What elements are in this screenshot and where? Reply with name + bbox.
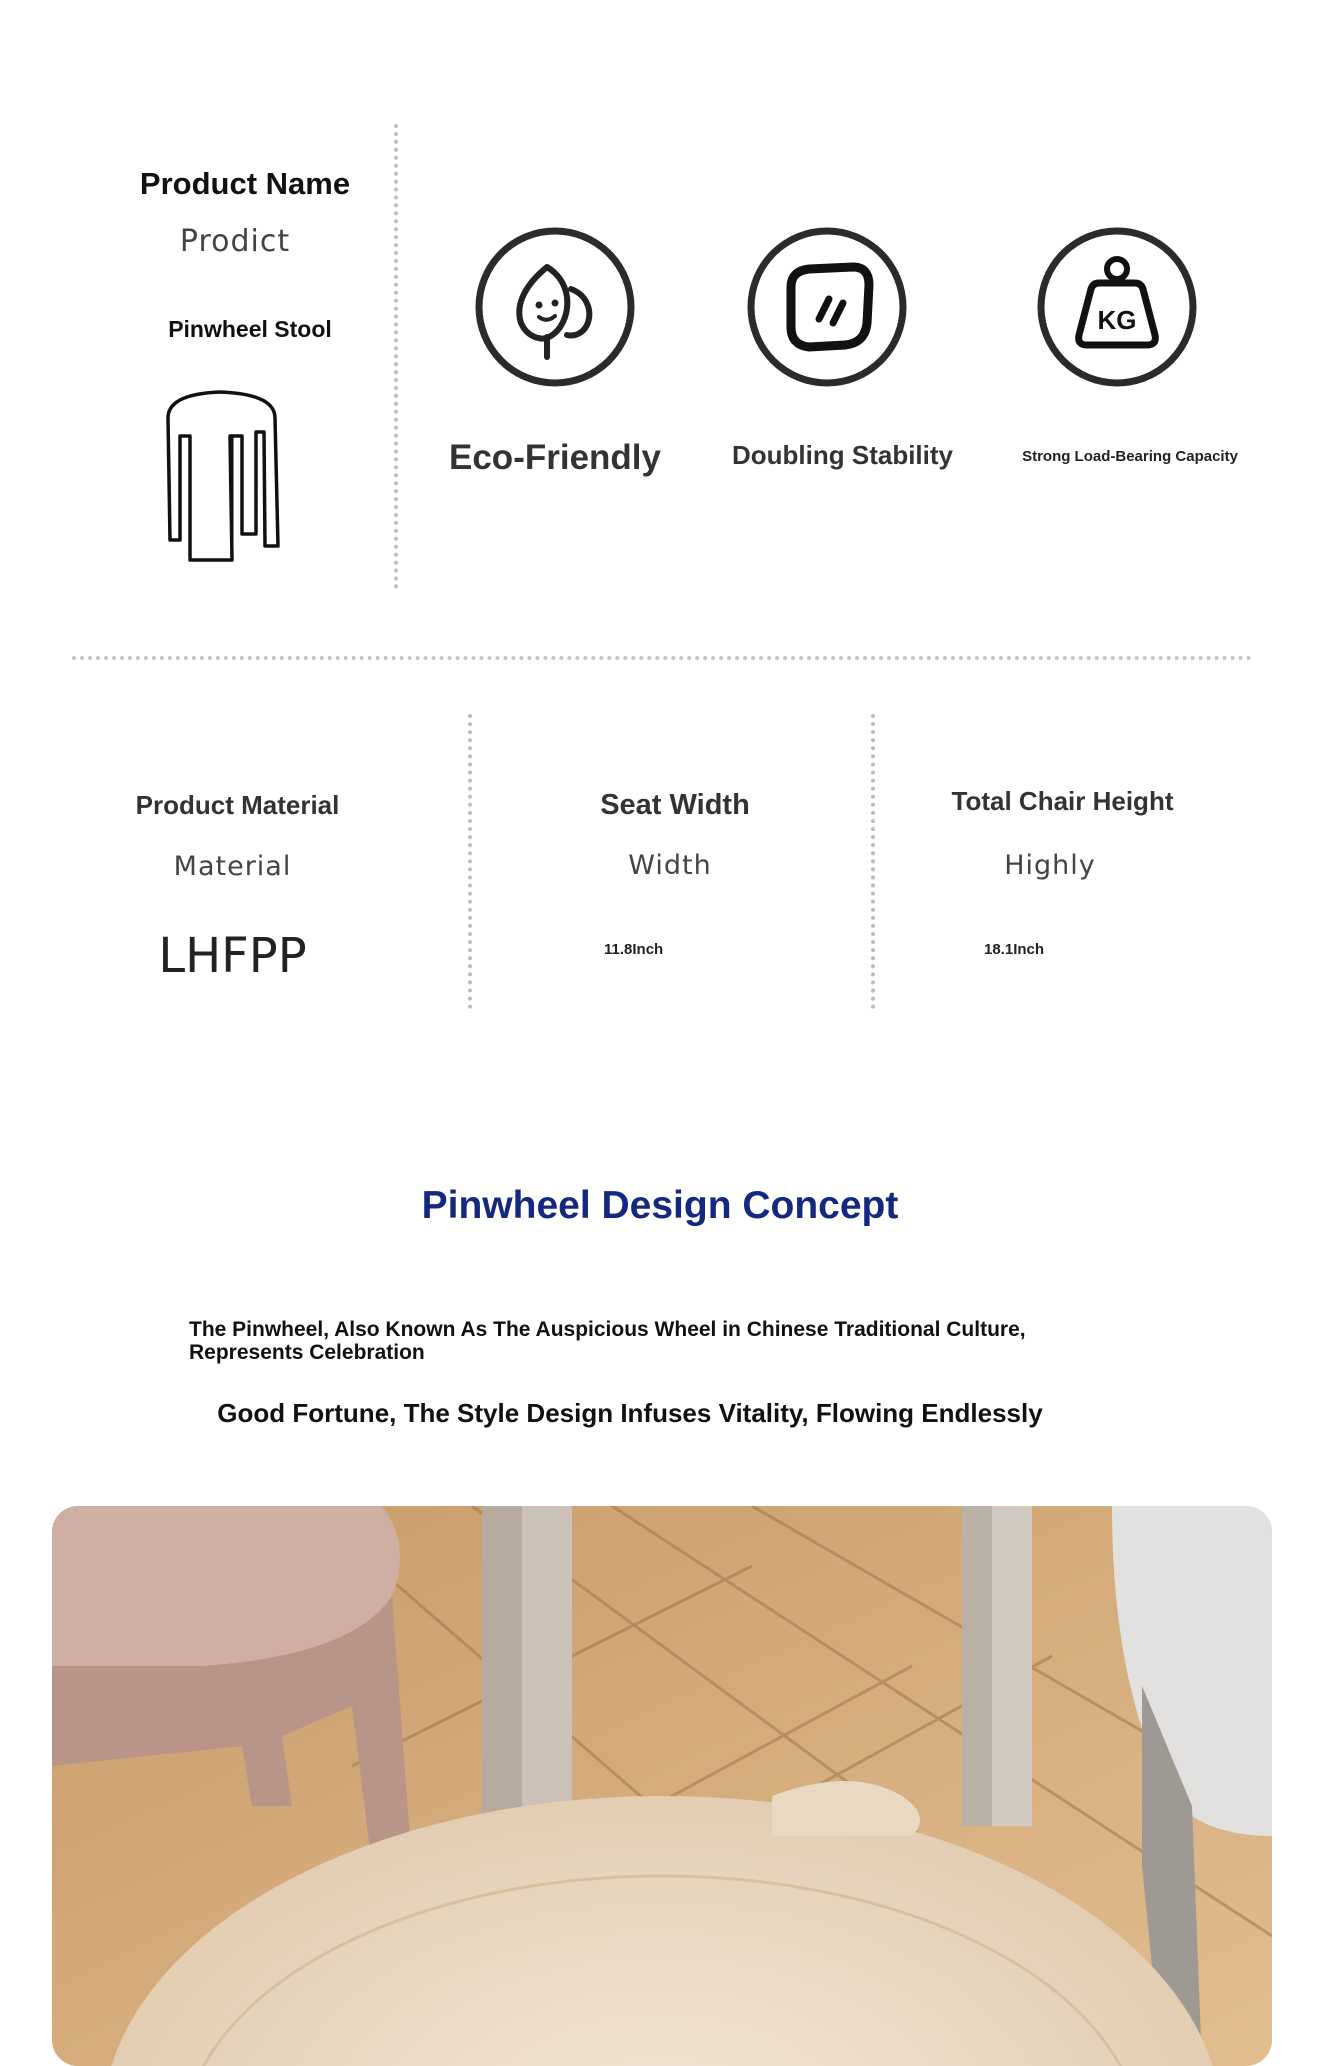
spec-height-value: 18.1Inch bbox=[984, 941, 1045, 958]
vertical-divider-left bbox=[468, 714, 472, 1009]
leaf-smile-icon bbox=[475, 227, 635, 387]
feature-label-load: Strong Load-Bearing Capacity bbox=[1022, 448, 1238, 465]
product-name-heading: Product Name bbox=[139, 166, 351, 201]
product-name-subtitle: Prodict bbox=[179, 224, 291, 259]
stool-outline-icon bbox=[160, 388, 285, 568]
concept-line-3: Good Fortune, The Style Design Infuses Vitality, Flowing Endlessly bbox=[217, 1398, 1043, 1428]
spec-material-subtitle: Material bbox=[173, 851, 292, 882]
stability-pad-icon bbox=[747, 227, 907, 387]
spec-material-value: LHFPP bbox=[158, 928, 307, 984]
concept-line-1: The Pinwheel, Also Known As The Auspicious Wheel in Chinese Traditional Culture, bbox=[189, 1318, 1026, 1341]
kg-icon-text: KG bbox=[1097, 305, 1137, 335]
concept-line-2: Represents Celebration bbox=[189, 1341, 425, 1364]
vertical-divider-top bbox=[394, 124, 398, 589]
concept-title: Pinwheel Design Concept bbox=[421, 1184, 899, 1227]
product-photo bbox=[52, 1506, 1272, 2066]
vertical-divider-right bbox=[871, 714, 875, 1009]
spec-width-heading: Seat Width bbox=[600, 789, 750, 821]
horizontal-divider bbox=[72, 656, 1252, 660]
spec-material-heading: Product Material bbox=[135, 790, 340, 820]
kg-weight-icon bbox=[1037, 227, 1197, 387]
product-name-value: Pinwheel Stool bbox=[168, 316, 332, 342]
stools-illustration bbox=[52, 1506, 1272, 2066]
spec-height-heading: Total Chair Height bbox=[951, 786, 1174, 816]
spec-height-subtitle: Highly bbox=[1004, 850, 1096, 881]
spec-width-value: 11.8Inch bbox=[604, 941, 664, 958]
feature-label-eco: Eco-Friendly bbox=[449, 438, 661, 477]
feature-label-stability: Doubling Stability bbox=[732, 440, 953, 470]
spec-width-subtitle: Width bbox=[628, 850, 712, 881]
